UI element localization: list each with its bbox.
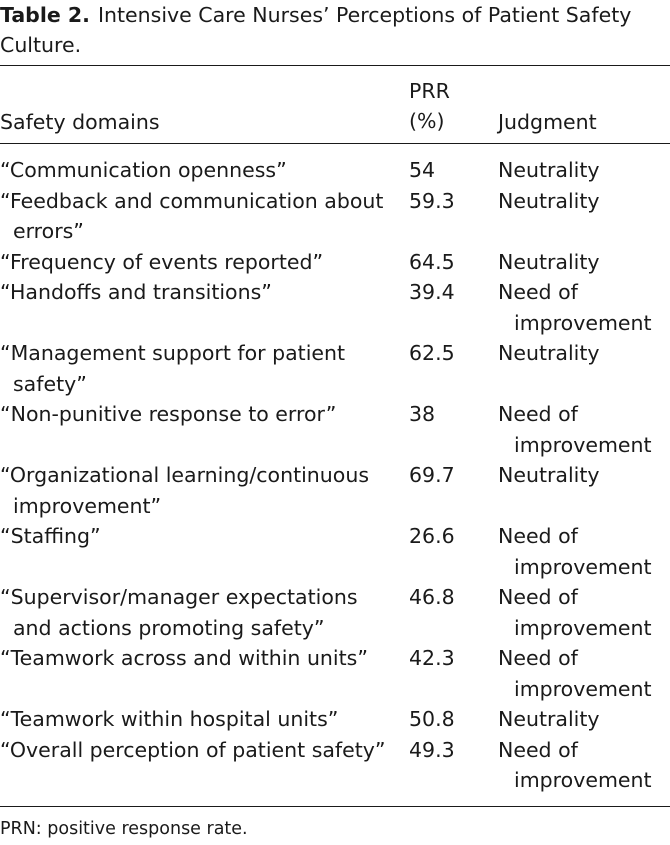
cell-prr: 64.5 bbox=[409, 249, 455, 274]
cell-domain: “Handoffs and transitions” bbox=[0, 280, 272, 304]
header-prr-line2: (%) bbox=[409, 109, 445, 133]
header-prr bbox=[409, 76, 450, 136]
table-title: Intensive Care Nurses’ Perceptions of Patient Safety Culture. bbox=[0, 3, 632, 57]
header-judgment: Judgment bbox=[498, 110, 597, 134]
cell-domain: “Management support for patient safety” bbox=[0, 341, 346, 396]
table-body bbox=[0, 155, 670, 796]
cell-judgment: Need of improvement bbox=[498, 524, 652, 579]
cell-judgment: Need of improvement bbox=[498, 280, 652, 335]
table-row bbox=[0, 704, 670, 735]
cell-prr: 59.3 bbox=[409, 188, 455, 213]
table-row bbox=[0, 735, 670, 796]
cell-judgment: Need of improvement bbox=[498, 737, 652, 792]
cell-judgment: Neutrality bbox=[498, 158, 600, 182]
cell-domain: “Frequency of events reported” bbox=[0, 249, 324, 274]
table-row bbox=[0, 521, 670, 582]
cell-domain: “Staffing” bbox=[0, 524, 101, 548]
table-label: Table 2. bbox=[0, 3, 90, 27]
table-row bbox=[0, 399, 670, 460]
table-caption bbox=[0, 0, 660, 60]
cell-prr: 49.3 bbox=[409, 737, 455, 762]
cell-domain: “Non-punitive response to error” bbox=[0, 402, 337, 426]
top-rule bbox=[0, 65, 670, 66]
table-row bbox=[0, 155, 670, 186]
cell-judgment: Neutrality bbox=[498, 707, 600, 731]
cell-prr: 26.6 bbox=[409, 524, 455, 548]
table-row bbox=[0, 338, 670, 399]
cell-domain: “Teamwork across and within units” bbox=[0, 646, 368, 670]
cell-judgment: Need of improvement bbox=[498, 585, 652, 640]
cell-judgment: Neutrality bbox=[498, 249, 600, 274]
cell-prr: 69.7 bbox=[409, 463, 455, 487]
cell-prr: 38 bbox=[409, 402, 436, 426]
header-rule bbox=[0, 143, 670, 144]
cell-domain: “Teamwork within hospital units” bbox=[0, 707, 339, 731]
cell-domain: “Organizational learning/continuous improvement” bbox=[0, 463, 369, 518]
cell-judgment: Need of improvement bbox=[498, 402, 652, 457]
table-row bbox=[0, 643, 670, 704]
table-row bbox=[0, 186, 670, 247]
cell-domain: “Overall perception of patient safety” bbox=[0, 737, 386, 762]
table-row bbox=[0, 277, 670, 338]
cell-judgment: Neutrality bbox=[498, 463, 600, 487]
table-row bbox=[0, 247, 670, 278]
header-safety-domains: Safety domains bbox=[0, 110, 160, 134]
cell-judgment: Need of improvement bbox=[498, 646, 652, 701]
cell-prr: 42.3 bbox=[409, 646, 455, 670]
cell-prr: 62.5 bbox=[409, 341, 455, 365]
cell-prr: 39.4 bbox=[409, 280, 455, 304]
cell-judgment: Neutrality bbox=[498, 188, 600, 213]
cell-prr: 50.8 bbox=[409, 707, 455, 731]
cell-judgment: Neutrality bbox=[498, 341, 600, 365]
bottom-rule bbox=[0, 806, 670, 807]
cell-prr: 46.8 bbox=[409, 585, 455, 609]
cell-domain: “Supervisor/manager expectations and actions promoting safety” bbox=[0, 585, 358, 640]
cell-domain: “Communication openness” bbox=[0, 158, 287, 182]
cell-domain: “Feedback and communication about errors” bbox=[0, 188, 384, 243]
table-footnote: PRN: positive response rate. bbox=[0, 819, 248, 839]
header-prr-line1: PRR bbox=[409, 79, 450, 103]
table-row bbox=[0, 582, 670, 643]
table-row bbox=[0, 460, 670, 521]
cell-prr: 54 bbox=[409, 158, 436, 182]
